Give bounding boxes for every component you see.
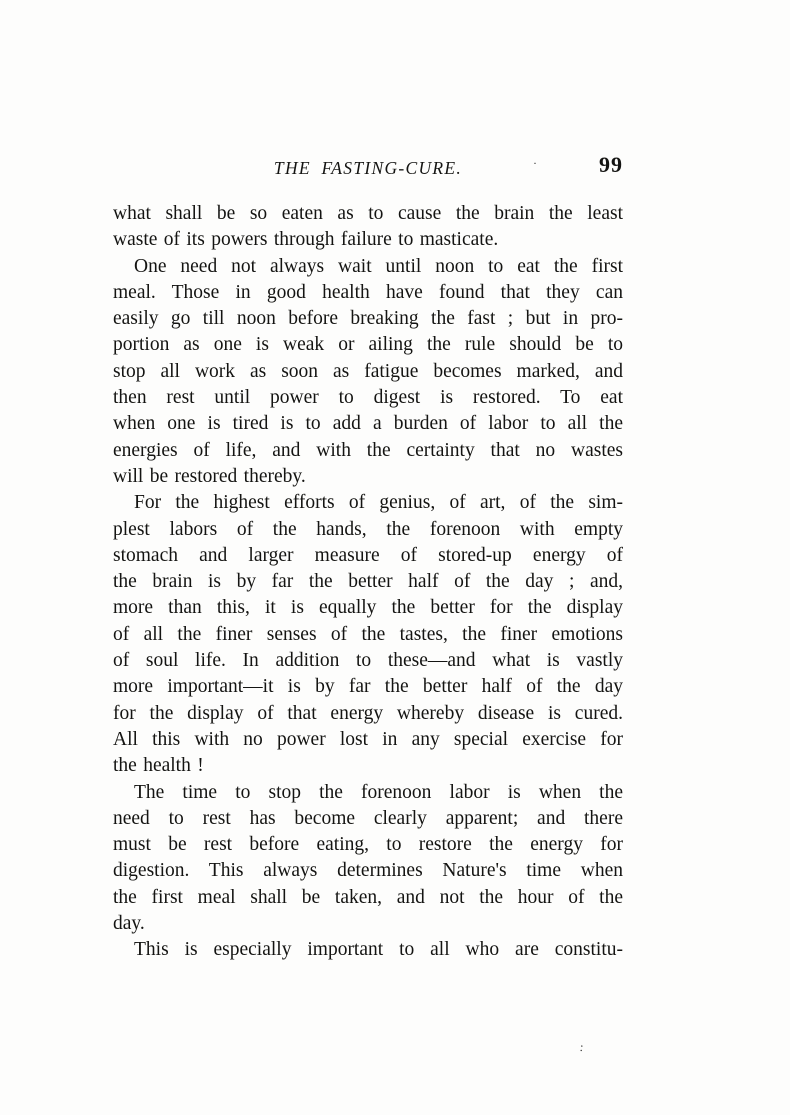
text-line: plest labors of the hands, the forenoon with empty bbox=[113, 518, 623, 540]
paragraph bbox=[113, 254, 623, 491]
text-line: energies of life, and with the certainty that no wastes bbox=[113, 439, 623, 461]
text-line: For the highest efforts of genius, of art, of the sim- bbox=[134, 492, 623, 514]
page-number: 99 bbox=[599, 152, 623, 177]
text-line: All this with no power lost in any special exercise for bbox=[113, 728, 623, 750]
text-line: for the display of that energy whereby disease is cured. bbox=[113, 702, 623, 724]
page-header bbox=[113, 152, 623, 184]
text-line: meal. Those in good health have found that they can bbox=[113, 281, 623, 303]
text-line: stomach and larger measure of stored-up energy of bbox=[113, 544, 623, 566]
print-artifact: : bbox=[579, 1039, 585, 1055]
text-line: The time to stop the forenoon labor is when the bbox=[134, 781, 623, 803]
running-title: THE FASTING-CURE. bbox=[273, 158, 463, 178]
text-line: of all the finer senses of the tastes, the finer emotions bbox=[113, 623, 623, 645]
text-line: day. bbox=[113, 913, 145, 935]
text-line: more important—it is by far the better half of the day bbox=[113, 676, 623, 698]
text-line: then rest until power to digest is restored. To eat bbox=[113, 387, 623, 409]
page-body bbox=[113, 201, 623, 964]
text-line: One need not always wait until noon to eat the first bbox=[134, 255, 623, 277]
text-line: what shall be so eaten as to cause the brain the least bbox=[113, 203, 623, 224]
text-line: need to rest has become clearly apparent; and there bbox=[113, 807, 623, 829]
text-line: the brain is by far the better half of the day ; and, bbox=[113, 571, 623, 593]
text-line: will be restored thereby. bbox=[113, 465, 306, 487]
text-line: of soul life. In addition to these—and what is vastly bbox=[113, 650, 623, 672]
paragraph bbox=[113, 780, 623, 938]
paragraph bbox=[113, 201, 623, 254]
text-line: This is especially important to all who are constitu- bbox=[134, 939, 623, 961]
text-line: easily go till noon before breaking the fast ; but in pro- bbox=[113, 308, 623, 330]
header-dot-artifact: · bbox=[533, 156, 537, 170]
text-line: the health ! bbox=[113, 755, 204, 777]
text-line: portion as one is weak or ailing the rule should be to bbox=[113, 334, 623, 356]
text-line: waste of its powers through failure to masticate. bbox=[113, 229, 499, 251]
text-line: must be rest before eating, to restore the energy for bbox=[113, 834, 623, 856]
text-line: more than this, it is equally the better for the display bbox=[113, 597, 623, 619]
paragraph bbox=[113, 490, 623, 779]
text-line: stop all work as soon as fatigue becomes marked, and bbox=[113, 360, 623, 382]
text-line: when one is tired is to add a burden of labor to all the bbox=[113, 413, 623, 435]
text-line: the first meal shall be taken, and not the hour of the bbox=[113, 886, 623, 908]
text-line: digestion. This always determines Nature's time when bbox=[113, 860, 623, 882]
paragraph bbox=[113, 937, 623, 963]
